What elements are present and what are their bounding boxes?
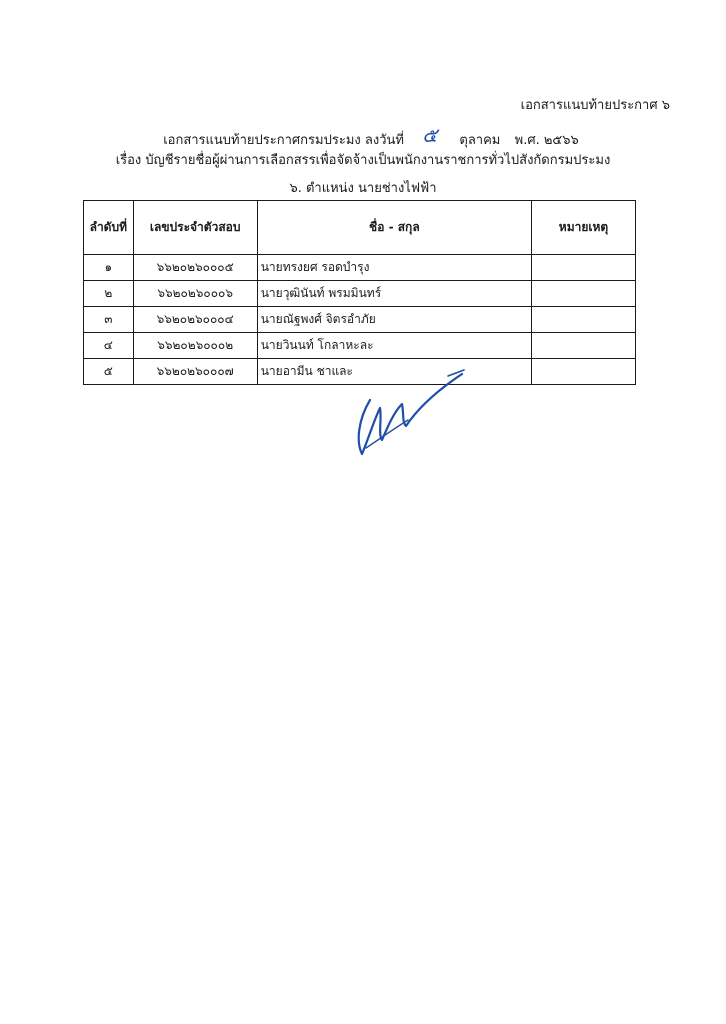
- table-row: [84, 307, 636, 333]
- cell-seq: ๓: [84, 307, 134, 333]
- header-name: ชื่อ - สกุล: [257, 201, 531, 255]
- roster-table: [83, 200, 636, 385]
- table-row: [84, 281, 636, 307]
- appendix-label: เอกสารแนบท้ายประกาศ ๖: [520, 98, 670, 113]
- header-exam-id: เลขประจำตัวสอบ: [133, 201, 257, 255]
- cell-name: นายวุฒินันท์ พรมมินทร์: [257, 281, 531, 307]
- cell-seq: ๒: [84, 281, 134, 307]
- header-remark: หมายเหตุ: [532, 201, 636, 255]
- header-seq: ลำดับที่: [84, 201, 134, 255]
- cell-seq: ๑: [84, 255, 134, 281]
- handwritten-day: ๕: [422, 123, 438, 147]
- header-position: ๖. ตำแหน่ง นายช่างไฟฟ้า: [289, 181, 437, 196]
- cell-seq: ๕: [84, 359, 134, 385]
- cell-name: นายวินนท์ โกลาหะละ: [257, 333, 531, 359]
- cell-remark: [532, 281, 636, 307]
- header-year: พ.ศ. ๒๕๖๖: [514, 133, 579, 148]
- cell-exam-id: ๖๖๒๐๒๖๐๐๐๗: [133, 359, 257, 385]
- header-month: ตุลาคม: [459, 133, 501, 148]
- cell-name: นายอามีน ชาและ: [257, 359, 531, 385]
- cell-exam-id: ๖๖๒๐๒๖๐๐๐๕: [133, 255, 257, 281]
- cell-remark: [532, 359, 636, 385]
- header-subject: เรื่อง บัญชีรายชื่อผู้ผ่านการเลือกสรรเพื่อจัดจ้างเป็นพนักงานราชการทั่วไปสังกัดกรมประมง: [115, 153, 611, 168]
- signature-scribble: [348, 360, 468, 460]
- table-row: [84, 255, 636, 281]
- cell-name: นายทรงยศ รอดบำรุง: [257, 255, 531, 281]
- table-header-row: [84, 201, 636, 255]
- table-row: [84, 333, 636, 359]
- cell-exam-id: ๖๖๒๐๒๖๐๐๐๖: [133, 281, 257, 307]
- cell-exam-id: ๖๖๒๐๒๖๐๐๐๒: [133, 333, 257, 359]
- cell-remark: [532, 307, 636, 333]
- cell-remark: [532, 255, 636, 281]
- header-prefix: เอกสารแนบท้ายประกาศกรมประมง ลงวันที่: [163, 133, 404, 148]
- cell-seq: ๔: [84, 333, 134, 359]
- cell-exam-id: ๖๖๒๐๒๖๐๐๐๔: [133, 307, 257, 333]
- cell-name: นายณัฐพงศ์ จิตรอำภัย: [257, 307, 531, 333]
- cell-remark: [532, 333, 636, 359]
